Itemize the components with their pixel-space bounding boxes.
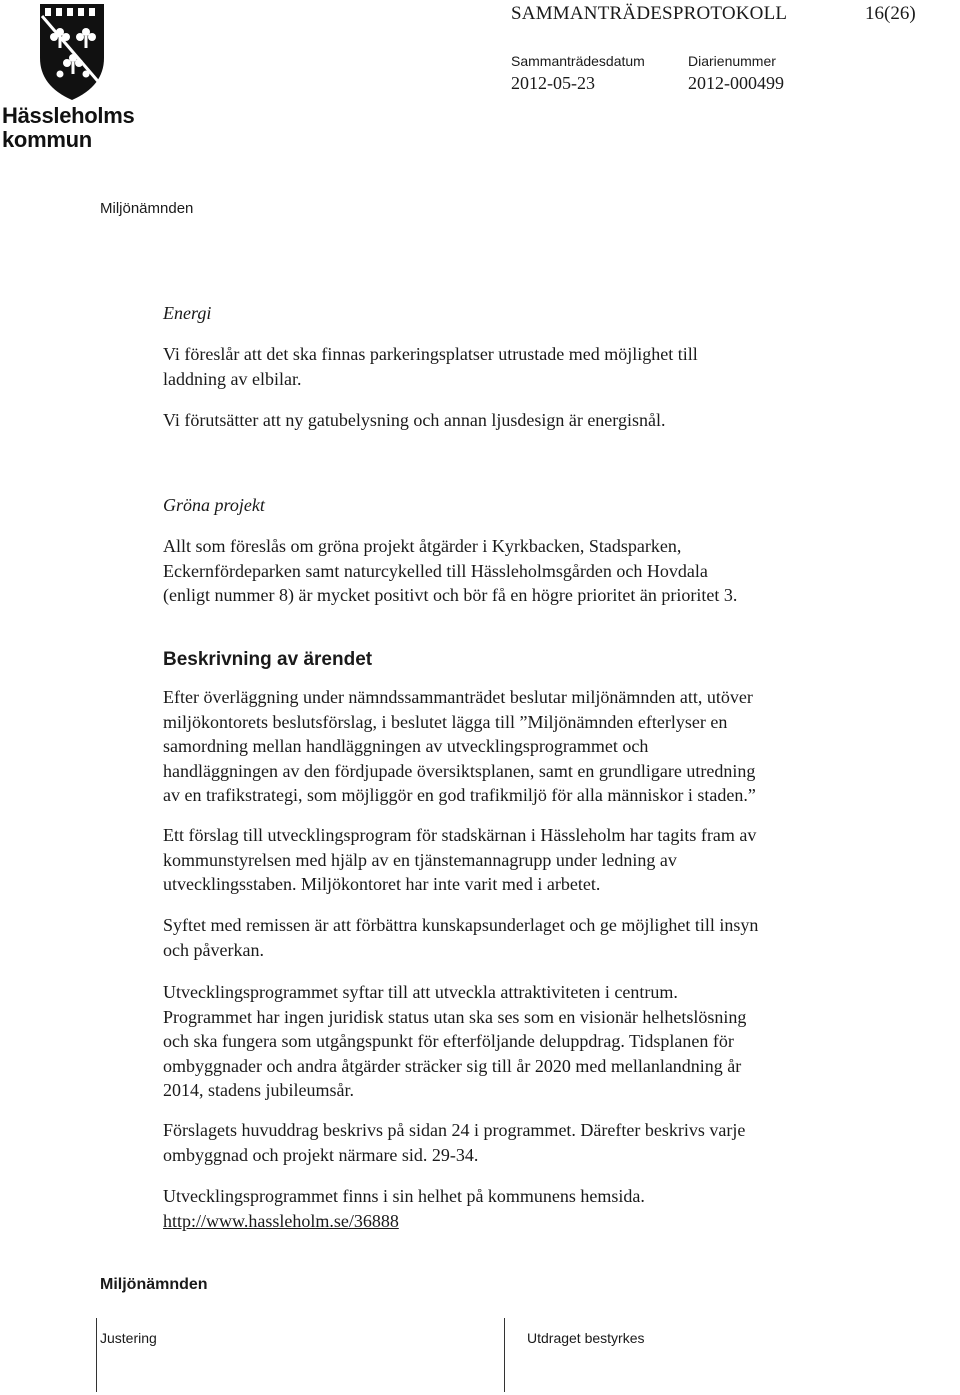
text-line: Vi föreslår att det ska finnas parkeringsplatser utrustade med möjlighet till bbox=[163, 344, 698, 364]
green-projects-paragraph bbox=[163, 534, 863, 608]
text-line: samordning mellan handläggningen av utvecklingsprogrammet och bbox=[163, 736, 649, 756]
text-line: Vi förutsätter att ny gatubelysning och annan ljusdesign är energisnål. bbox=[163, 410, 666, 430]
energy-paragraph-1 bbox=[163, 342, 863, 391]
green-projects-heading: Gröna projekt bbox=[163, 495, 265, 515]
municipality-logo bbox=[0, 0, 150, 155]
meeting-date: 2012-05-23 bbox=[511, 73, 595, 93]
municipality-website-link[interactable]: http://www.hassleholm.se/36888 bbox=[163, 1210, 399, 1231]
text-line: (enligt nummer 8) är mycket positivt och bör få en högre prioritet än prioritet 3. bbox=[163, 585, 738, 605]
adjustment-label: Justering bbox=[100, 1330, 157, 1346]
text-line: miljökontorets beslutsförslag, i beslutet lägga till ”Miljönämnden efterlyser en bbox=[163, 711, 728, 732]
page-number: 16(26) bbox=[865, 3, 916, 24]
text-line: Förslagets huvuddrag beskrivs på sidan 24 i programmet. Därefter beskrivs varje bbox=[163, 1120, 746, 1140]
description-paragraph-5 bbox=[163, 1118, 863, 1167]
registration-number: 2012-000499 bbox=[688, 73, 784, 93]
footer-committee-name: Miljönämnden bbox=[100, 1276, 208, 1293]
description-paragraph-4 bbox=[163, 980, 863, 1103]
text-line: 2014, stadens jubileumsår. bbox=[163, 1080, 354, 1100]
description-paragraph-6 bbox=[163, 1184, 863, 1233]
text-line: laddning av elbilar. bbox=[163, 368, 302, 389]
text-line: Utvecklingsprogrammet finns i sin helhet på kommunens hemsida. bbox=[163, 1186, 645, 1206]
text-line: handläggningen av den fördjupade översiktsplanen, samt en grundligare utredning bbox=[163, 760, 756, 781]
signature-divider bbox=[504, 1318, 505, 1392]
municipal-coat-of-arms-icon bbox=[0, 0, 110, 104]
text-line: Utvecklingsprogrammet syftar till att utveckla attraktiviteten i centrum. bbox=[163, 982, 678, 1002]
text-line: Eckernfördeparken samt naturcykelled till Hässleholmsgården och Hovdala bbox=[163, 560, 708, 581]
text-line: Syftet med remissen är att förbättra kunskapsunderlaget och ge möjlighet till insyn bbox=[163, 915, 759, 935]
description-paragraph-3 bbox=[163, 913, 863, 962]
section-energy bbox=[163, 301, 863, 326]
energy-paragraph-2 bbox=[163, 408, 863, 433]
meeting-date-label: Sammanträdesdatum bbox=[511, 53, 645, 69]
description-heading: Beskrivning av ärendet bbox=[163, 649, 373, 670]
text-line: och påverkan. bbox=[163, 939, 264, 960]
municipality-name-line2: kommun bbox=[2, 127, 92, 152]
description-paragraph-1 bbox=[163, 685, 863, 808]
registration-number-label: Diarienummer bbox=[688, 53, 776, 69]
text-line: Efter överläggning under nämndssammanträdet beslutar miljönämnden att, utöver bbox=[163, 687, 753, 707]
section-green-projects bbox=[163, 493, 863, 518]
text-line: kommunstyrelsen med hjälp av en tjänstemannagrupp under ledning av bbox=[163, 849, 677, 870]
text-line: Allt som föreslås om gröna projekt åtgärder i Kyrkbacken, Stadsparken, bbox=[163, 536, 682, 556]
energy-heading: Energi bbox=[163, 303, 212, 323]
text-line: Ett förslag till utvecklingsprogram för stadskärnan i Hässleholm har tagits fram av bbox=[163, 825, 757, 845]
extract-certified-label: Utdraget bestyrkes bbox=[527, 1330, 645, 1346]
municipality-name bbox=[2, 104, 134, 152]
text-line: utvecklingsstaben. Miljökontoret har inte varit med i arbetet. bbox=[163, 874, 601, 894]
text-line: ombyggnad och projekt närmare sid. 29-34. bbox=[163, 1144, 479, 1165]
text-line: och ska fungera som utgångspunkt för efterföljande deluppdrag. Tidsplanen för bbox=[163, 1031, 734, 1051]
text-line: Programmet har ingen juridisk status utan ska ses som en visionär helhetslösning bbox=[163, 1006, 747, 1027]
signature-divider bbox=[96, 1318, 97, 1392]
text-line: ombyggnader och andra åtgärder sträcker sig till år 2020 med mellanlandning år bbox=[163, 1055, 742, 1076]
text-line: av en trafikstrategi, som möjliggör en god trafikmiljö för alla människor i staden.” bbox=[163, 785, 756, 805]
municipality-name-line1: Hässleholms bbox=[2, 103, 135, 128]
description-paragraph-2 bbox=[163, 823, 863, 897]
document-type: SAMMANTRÄDESPROTOKOLL bbox=[511, 3, 788, 24]
committee-name: Miljönämnden bbox=[100, 200, 194, 217]
